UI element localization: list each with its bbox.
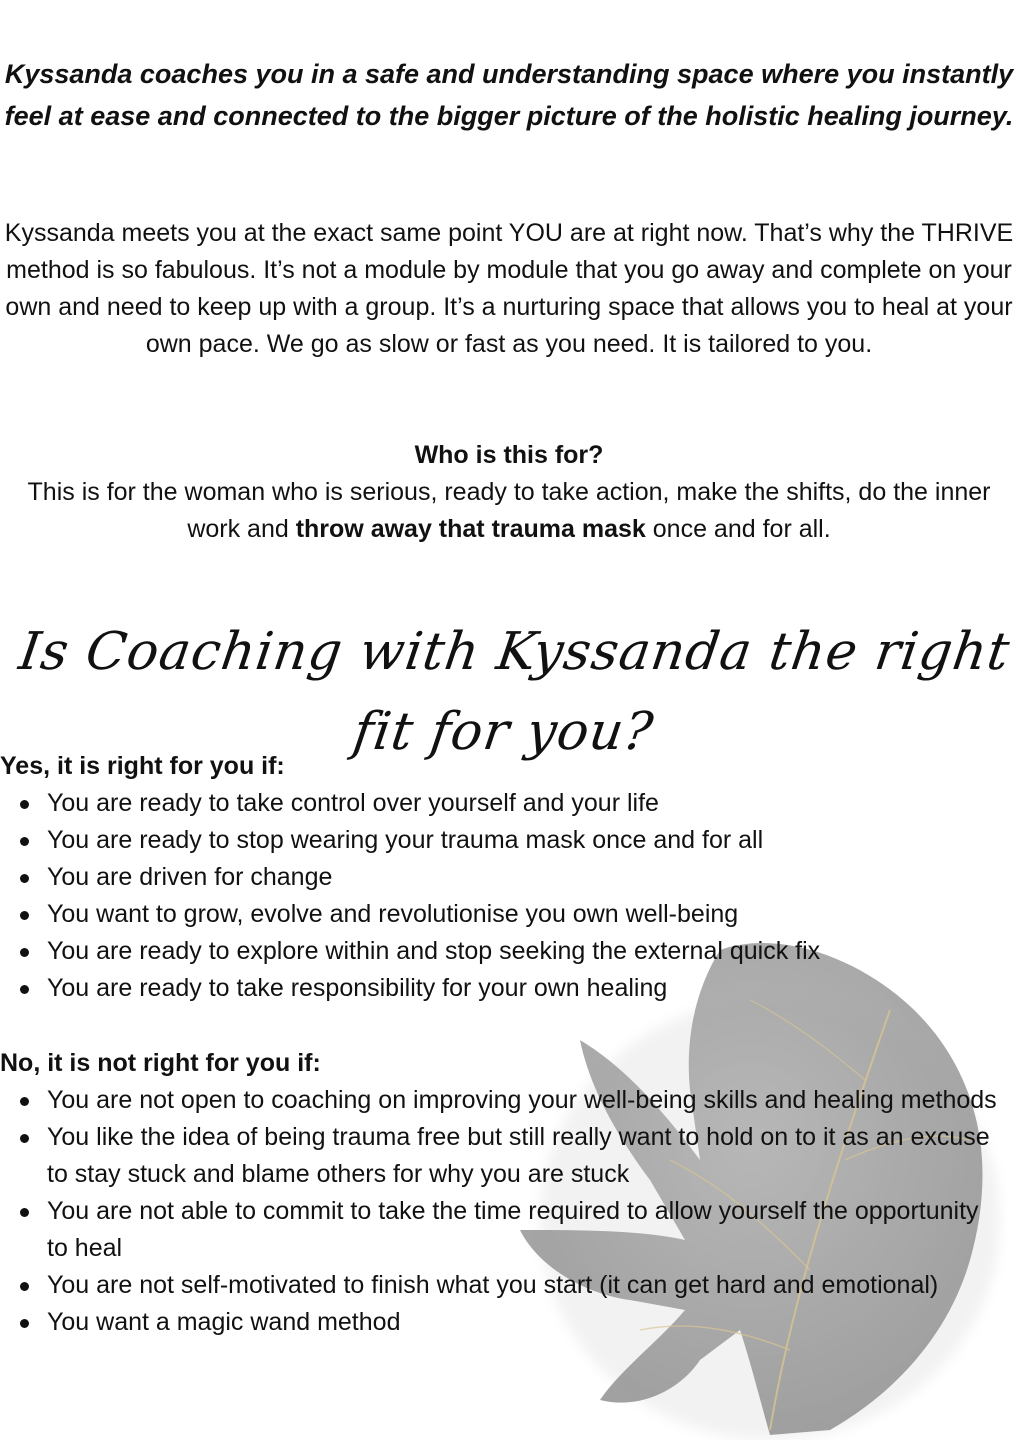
- list-item-text: You are not open to coaching on improving your well-being skills and healing methods: [47, 1086, 997, 1114]
- list-item-text: You are ready to stop wearing your trauma mask once and for all: [47, 826, 764, 854]
- list-item: [0, 1267, 1000, 1304]
- list-item-text: You want a magic wand method: [47, 1308, 401, 1336]
- no-list: [0, 1082, 1000, 1341]
- bullet-icon: [20, 874, 29, 883]
- list-item: [0, 1193, 1000, 1267]
- script-title: Is Coaching with Kyssanda the right fit for you?: [15, 622, 1014, 762]
- list-item-text: You are driven for change: [47, 863, 333, 891]
- list-item-text: You like the idea of being trauma free but still really want to hold on to it as an excuse to stay stuck and blame others for why you are stuck: [47, 1123, 990, 1188]
- who-text-bold: throw away that trauma mask: [295, 515, 646, 543]
- bullet-icon: [20, 837, 29, 846]
- list-item: [0, 1304, 1000, 1341]
- bullet-icon: [20, 985, 29, 994]
- list-item: [0, 896, 1000, 933]
- list-item: [0, 933, 1000, 970]
- intro-statement: Kyssanda coaches you in a safe and understanding space where you instantly feel at ease and connected to the bigger picture of the holistic healing journey.: [4, 59, 1014, 131]
- yes-heading: Yes, it is right for you if:: [0, 752, 285, 780]
- bullet-icon: [20, 911, 29, 920]
- list-item: [0, 822, 1000, 859]
- list-item-text: You are ready to take responsibility for your own healing: [47, 974, 668, 1002]
- list-item: [0, 1119, 1000, 1193]
- bullet-icon: [20, 1134, 29, 1143]
- bullet-icon: [20, 1319, 29, 1328]
- list-item-text: You want to grow, evolve and revolutionise you own well-being: [47, 900, 739, 928]
- yes-list: [0, 785, 1000, 1007]
- no-heading: No, it is not right for you if:: [0, 1049, 321, 1077]
- list-item-text: You are not able to commit to take the time required to allow yourself the opportunity to heal: [47, 1197, 979, 1262]
- bullet-icon: [20, 1208, 29, 1217]
- bullet-icon: [20, 1097, 29, 1106]
- list-item-text: You are not self-motivated to finish what you start (it can get hard and emotional): [47, 1271, 939, 1299]
- list-item-text: You are ready to explore within and stop seeking the external quick fix: [47, 937, 821, 965]
- description-paragraph: Kyssanda meets you at the exact same point YOU are at right now. That’s why the THRIVE method is so fabulous. It’s not a module by module that you go away and complete on your own and need to keep up with a group. It’s a nurturing space that allows you to heal at your own pace. We go as slow or fast as you need. It is tailored to you.: [4, 219, 1014, 358]
- list-item: [0, 970, 1000, 1007]
- list-item-text: You are ready to take control over yourself and your life: [47, 789, 659, 817]
- who-text-after: once and for all.: [645, 515, 831, 543]
- bullet-icon: [20, 948, 29, 957]
- who-text-before: This is for the woman who is serious, ready to take action, make the shifts, do the inner work and: [27, 478, 991, 543]
- who-text: [0, 474, 1018, 548]
- list-item: [0, 859, 1000, 896]
- bullet-icon: [20, 800, 29, 809]
- who-heading: Who is this for?: [414, 441, 604, 469]
- list-item: [0, 785, 1000, 822]
- bullet-icon: [20, 1282, 29, 1291]
- list-item: [0, 1082, 1000, 1119]
